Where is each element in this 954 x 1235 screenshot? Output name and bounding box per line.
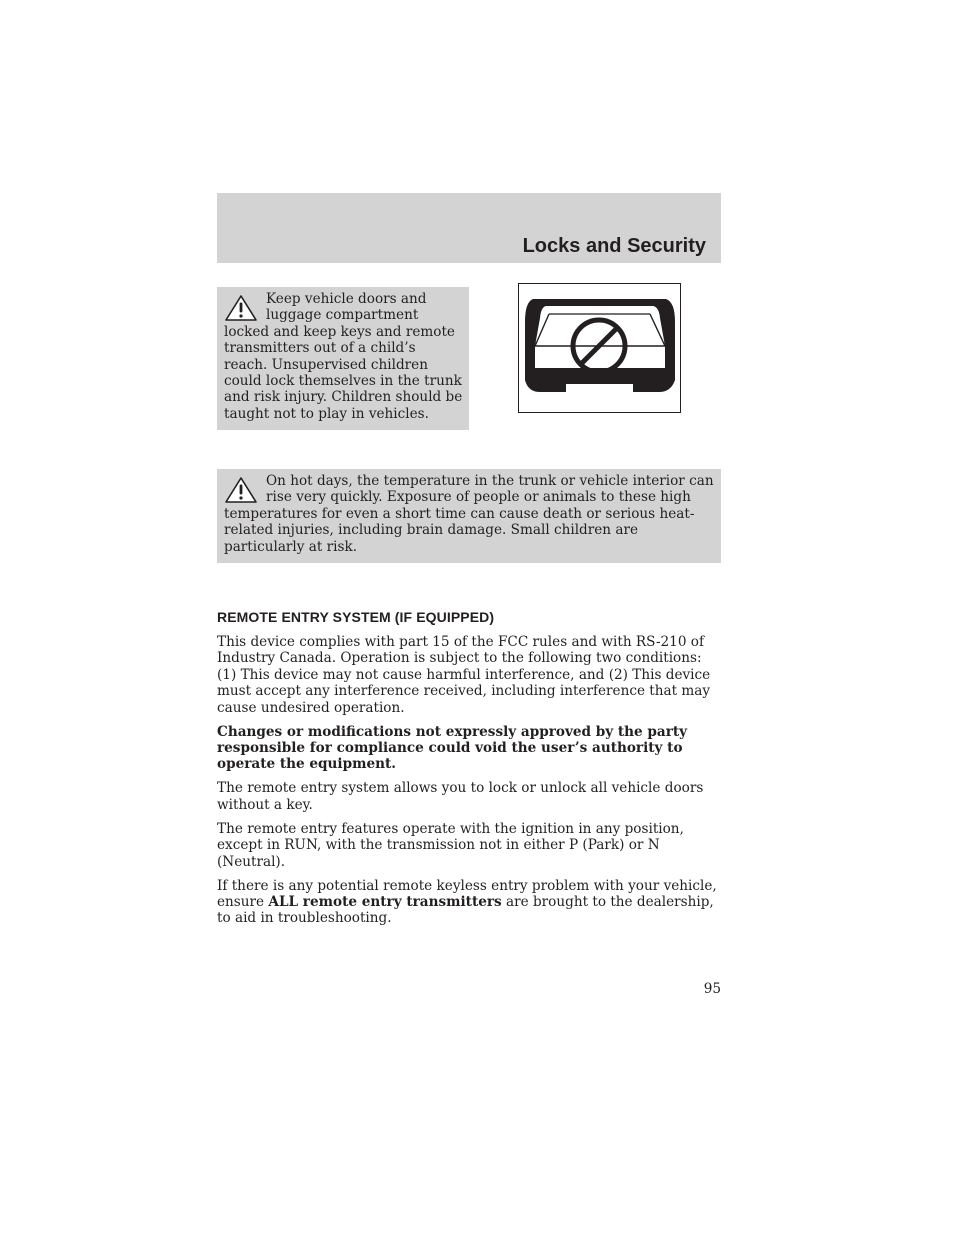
paragraph-fcc: This device complies with part 15 of the FCC rules and with RS-210 of Industry Canada. Operation is subject to the following two conditions: (1) This device may not cause harmful interference, and (2) This device must accept any interference received, including interference that may cause undesired operation. (217, 634, 711, 716)
no-children-in-trunk-icon (519, 284, 680, 412)
section-heading: REMOTE ENTRY SYSTEM (IF EQUIPPED) (217, 609, 495, 625)
page-title: Locks and Security (522, 235, 706, 257)
paragraph-text: are brought to the dealership, to aid in troubleshooting. (217, 894, 714, 927)
header-band (217, 193, 721, 263)
warning-triangle-icon (224, 476, 258, 504)
warning-text: Keep vehicle doors and luggage compartment locked and keep keys and remote transmitters out of a child’s reach. Unsupervised children could lock themselves in the trunk and risk injury. Children should be taught not to play in vehicles. (224, 291, 463, 422)
paragraph-troubleshooting (217, 878, 721, 927)
page-number: 95 (703, 981, 721, 997)
paragraph-ignition: The remote entry features operate with the ignition in any position, except in RUN, with the transmission not in either P (Park) or N (Neutral). (217, 820, 684, 870)
warning-box-children (217, 287, 469, 430)
warning-box-heat (217, 469, 721, 563)
figure-no-children-trunk (518, 283, 681, 413)
warning-triangle-icon (224, 294, 258, 322)
paragraph-emphasis: ALL remote entry transmitters (268, 894, 502, 911)
warning-text: On hot days, the temperature in the trunk or vehicle interior can rise very quickly. Exposure of people or animals to these high temperatures for even a short time can cause death or serious heat-related injuries, including brain damage. Small children are particularly at risk. (224, 473, 714, 555)
section-body (217, 634, 721, 934)
paragraph-text: If there is any potential remote keyless entry problem with your vehicle, ensure (217, 877, 717, 911)
paragraph-modifications-warning: Changes or modifications not expressly approved by the party responsible for compliance could void the user’s authority to operate the equipment. (217, 723, 688, 773)
paragraph-remote-entry: The remote entry system allows you to lock or unlock all vehicle doors without a key. (217, 780, 704, 813)
